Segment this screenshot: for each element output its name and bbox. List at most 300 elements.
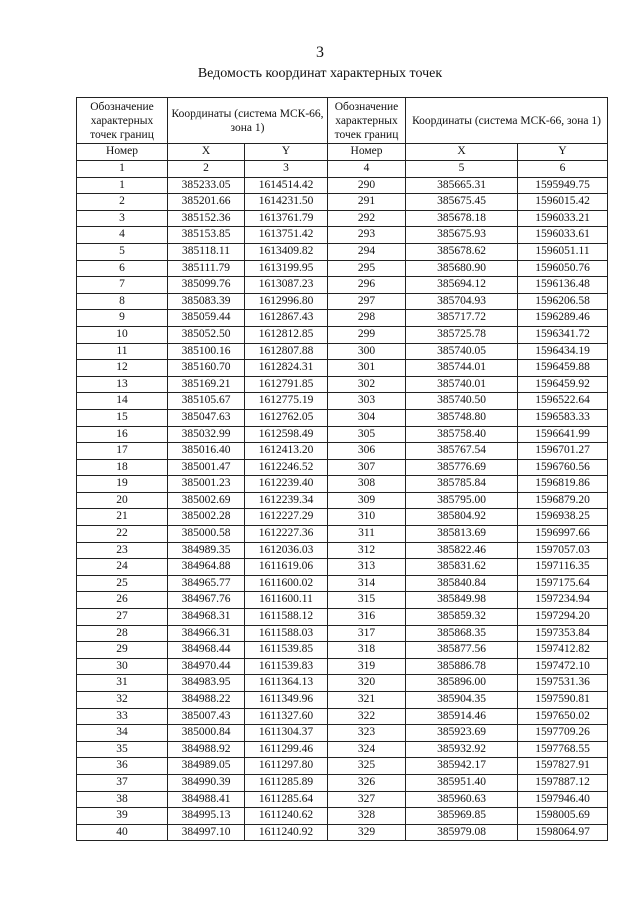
point-number-cell: 3 bbox=[77, 210, 168, 227]
header-x-left: X bbox=[168, 144, 245, 161]
x-coordinate-cell: 385849.98 bbox=[406, 592, 518, 609]
x-coordinate-cell: 385001.23 bbox=[168, 476, 245, 493]
y-coordinate-cell: 1596051.11 bbox=[518, 243, 608, 260]
y-coordinate-cell: 1611240.92 bbox=[245, 824, 328, 841]
x-coordinate-cell: 384968.44 bbox=[168, 642, 245, 659]
table-row bbox=[77, 824, 608, 841]
y-coordinate-cell: 1596938.25 bbox=[518, 509, 608, 526]
x-coordinate-cell: 384967.76 bbox=[168, 592, 245, 609]
point-number-cell: 316 bbox=[328, 609, 406, 626]
x-coordinate-cell: 385795.00 bbox=[406, 492, 518, 509]
x-coordinate-cell: 385675.93 bbox=[406, 227, 518, 244]
point-number-cell: 329 bbox=[328, 824, 406, 841]
x-coordinate-cell: 385002.69 bbox=[168, 492, 245, 509]
table-row bbox=[77, 725, 608, 742]
x-coordinate-cell: 385059.44 bbox=[168, 310, 245, 327]
x-coordinate-cell: 385767.54 bbox=[406, 443, 518, 460]
y-coordinate-cell: 1595949.75 bbox=[518, 177, 608, 194]
x-coordinate-cell: 385016.40 bbox=[168, 443, 245, 460]
point-number-cell: 293 bbox=[328, 227, 406, 244]
x-coordinate-cell: 385047.63 bbox=[168, 409, 245, 426]
y-coordinate-cell: 1611349.96 bbox=[245, 692, 328, 709]
table-row bbox=[77, 210, 608, 227]
header-number-right: Номер bbox=[328, 144, 406, 161]
y-coordinate-cell: 1612227.36 bbox=[245, 526, 328, 543]
x-coordinate-cell: 385680.90 bbox=[406, 260, 518, 277]
point-number-cell: 38 bbox=[77, 791, 168, 808]
point-number-cell: 308 bbox=[328, 476, 406, 493]
y-coordinate-cell: 1596997.66 bbox=[518, 526, 608, 543]
x-coordinate-cell: 385152.36 bbox=[168, 210, 245, 227]
y-coordinate-cell: 1612227.29 bbox=[245, 509, 328, 526]
x-coordinate-cell: 384995.13 bbox=[168, 808, 245, 825]
x-coordinate-cell: 385740.01 bbox=[406, 376, 518, 393]
table-row bbox=[77, 343, 608, 360]
x-coordinate-cell: 385100.16 bbox=[168, 343, 245, 360]
x-coordinate-cell: 385868.35 bbox=[406, 625, 518, 642]
y-coordinate-cell: 1611600.11 bbox=[245, 592, 328, 609]
x-coordinate-cell: 384970.44 bbox=[168, 658, 245, 675]
x-coordinate-cell: 384966.31 bbox=[168, 625, 245, 642]
point-number-cell: 327 bbox=[328, 791, 406, 808]
header-coords-left: Координаты (система МСК-66, зона 1) bbox=[168, 98, 328, 144]
y-coordinate-cell: 1613761.79 bbox=[245, 210, 328, 227]
point-number-cell: 36 bbox=[77, 758, 168, 775]
x-coordinate-cell: 385914.46 bbox=[406, 708, 518, 725]
point-number-cell: 29 bbox=[77, 642, 168, 659]
x-coordinate-cell: 385748.80 bbox=[406, 409, 518, 426]
point-number-cell: 17 bbox=[77, 443, 168, 460]
x-coordinate-cell: 385822.46 bbox=[406, 542, 518, 559]
column-index-cell: 2 bbox=[168, 160, 245, 177]
point-number-cell: 302 bbox=[328, 376, 406, 393]
table-row bbox=[77, 774, 608, 791]
point-number-cell: 321 bbox=[328, 692, 406, 709]
y-coordinate-cell: 1612239.34 bbox=[245, 492, 328, 509]
y-coordinate-cell: 1611240.62 bbox=[245, 808, 328, 825]
x-coordinate-cell: 385665.31 bbox=[406, 177, 518, 194]
x-coordinate-cell: 385804.92 bbox=[406, 509, 518, 526]
header-designation-right: Обозначение характерных точек границ bbox=[328, 98, 406, 144]
y-coordinate-cell: 1596641.99 bbox=[518, 426, 608, 443]
table-row bbox=[77, 293, 608, 310]
x-coordinate-cell: 385942.17 bbox=[406, 758, 518, 775]
y-coordinate-cell: 1612791.85 bbox=[245, 376, 328, 393]
header-coords-right: Координаты (система МСК-66, зона 1) bbox=[406, 98, 608, 144]
point-number-cell: 23 bbox=[77, 542, 168, 559]
x-coordinate-cell: 384965.77 bbox=[168, 575, 245, 592]
x-coordinate-cell: 384968.31 bbox=[168, 609, 245, 626]
x-coordinate-cell: 385740.05 bbox=[406, 343, 518, 360]
y-coordinate-cell: 1613751.42 bbox=[245, 227, 328, 244]
x-coordinate-cell: 385001.47 bbox=[168, 459, 245, 476]
table-row bbox=[77, 243, 608, 260]
x-coordinate-cell: 385007.43 bbox=[168, 708, 245, 725]
column-index-row bbox=[77, 160, 608, 177]
y-coordinate-cell: 1612762.05 bbox=[245, 409, 328, 426]
y-coordinate-cell: 1597590.81 bbox=[518, 692, 608, 709]
x-coordinate-cell: 385744.01 bbox=[406, 360, 518, 377]
point-number-cell: 32 bbox=[77, 692, 168, 709]
y-coordinate-cell: 1611600.02 bbox=[245, 575, 328, 592]
y-coordinate-cell: 1596879.20 bbox=[518, 492, 608, 509]
table-row bbox=[77, 277, 608, 294]
table-row bbox=[77, 426, 608, 443]
point-number-cell: 301 bbox=[328, 360, 406, 377]
y-coordinate-cell: 1611364.13 bbox=[245, 675, 328, 692]
x-coordinate-cell: 385000.58 bbox=[168, 526, 245, 543]
table-row bbox=[77, 625, 608, 642]
x-coordinate-cell: 384988.92 bbox=[168, 741, 245, 758]
header-designation-left: Обозначение характерных точек границ bbox=[77, 98, 168, 144]
x-coordinate-cell: 385932.92 bbox=[406, 741, 518, 758]
point-number-cell: 298 bbox=[328, 310, 406, 327]
point-number-cell: 33 bbox=[77, 708, 168, 725]
point-number-cell: 21 bbox=[77, 509, 168, 526]
table-row bbox=[77, 642, 608, 659]
y-coordinate-cell: 1611285.64 bbox=[245, 791, 328, 808]
x-coordinate-cell: 385000.84 bbox=[168, 725, 245, 742]
point-number-cell: 325 bbox=[328, 758, 406, 775]
coordinates-table bbox=[76, 97, 608, 841]
point-number-cell: 313 bbox=[328, 559, 406, 576]
x-coordinate-cell: 385099.76 bbox=[168, 277, 245, 294]
point-number-cell: 8 bbox=[77, 293, 168, 310]
y-coordinate-cell: 1597175.64 bbox=[518, 575, 608, 592]
point-number-cell: 30 bbox=[77, 658, 168, 675]
y-coordinate-cell: 1596459.92 bbox=[518, 376, 608, 393]
y-coordinate-cell: 1611304.37 bbox=[245, 725, 328, 742]
point-number-cell: 306 bbox=[328, 443, 406, 460]
y-coordinate-cell: 1596819.86 bbox=[518, 476, 608, 493]
y-coordinate-cell: 1598005.69 bbox=[518, 808, 608, 825]
x-coordinate-cell: 385886.78 bbox=[406, 658, 518, 675]
y-coordinate-cell: 1596033.21 bbox=[518, 210, 608, 227]
point-number-cell: 295 bbox=[328, 260, 406, 277]
table-row bbox=[77, 260, 608, 277]
y-coordinate-cell: 1611299.46 bbox=[245, 741, 328, 758]
x-coordinate-cell: 384983.95 bbox=[168, 675, 245, 692]
point-number-cell: 26 bbox=[77, 592, 168, 609]
x-coordinate-cell: 385960.63 bbox=[406, 791, 518, 808]
point-number-cell: 328 bbox=[328, 808, 406, 825]
column-index-cell: 6 bbox=[518, 160, 608, 177]
table-row bbox=[77, 326, 608, 343]
point-number-cell: 304 bbox=[328, 409, 406, 426]
x-coordinate-cell: 385160.70 bbox=[168, 360, 245, 377]
x-coordinate-cell: 384997.10 bbox=[168, 824, 245, 841]
x-coordinate-cell: 385725.78 bbox=[406, 326, 518, 343]
point-number-cell: 34 bbox=[77, 725, 168, 742]
table-row bbox=[77, 526, 608, 543]
page-number: 3 bbox=[316, 44, 324, 61]
point-number-cell: 303 bbox=[328, 393, 406, 410]
x-coordinate-cell: 385776.69 bbox=[406, 459, 518, 476]
point-number-cell: 15 bbox=[77, 409, 168, 426]
x-coordinate-cell: 385979.08 bbox=[406, 824, 518, 841]
y-coordinate-cell: 1614514.42 bbox=[245, 177, 328, 194]
y-coordinate-cell: 1596701.27 bbox=[518, 443, 608, 460]
point-number-cell: 10 bbox=[77, 326, 168, 343]
y-coordinate-cell: 1597294.20 bbox=[518, 609, 608, 626]
table-row bbox=[77, 658, 608, 675]
point-number-cell: 6 bbox=[77, 260, 168, 277]
y-coordinate-cell: 1597353.84 bbox=[518, 625, 608, 642]
x-coordinate-cell: 385740.50 bbox=[406, 393, 518, 410]
y-coordinate-cell: 1614231.50 bbox=[245, 194, 328, 211]
y-coordinate-cell: 1596459.88 bbox=[518, 360, 608, 377]
point-number-cell: 40 bbox=[77, 824, 168, 841]
point-number-cell: 25 bbox=[77, 575, 168, 592]
table-row bbox=[77, 675, 608, 692]
x-coordinate-cell: 385969.85 bbox=[406, 808, 518, 825]
point-number-cell: 297 bbox=[328, 293, 406, 310]
point-number-cell: 292 bbox=[328, 210, 406, 227]
point-number-cell: 4 bbox=[77, 227, 168, 244]
x-coordinate-cell: 384989.05 bbox=[168, 758, 245, 775]
table-row bbox=[77, 492, 608, 509]
y-coordinate-cell: 1613199.95 bbox=[245, 260, 328, 277]
x-coordinate-cell: 385678.18 bbox=[406, 210, 518, 227]
y-coordinate-cell: 1597057.03 bbox=[518, 542, 608, 559]
y-coordinate-cell: 1597116.35 bbox=[518, 559, 608, 576]
x-coordinate-cell: 385717.72 bbox=[406, 310, 518, 327]
table-row bbox=[77, 791, 608, 808]
point-number-cell: 16 bbox=[77, 426, 168, 443]
table-row bbox=[77, 741, 608, 758]
y-coordinate-cell: 1612996.80 bbox=[245, 293, 328, 310]
x-coordinate-cell: 385758.40 bbox=[406, 426, 518, 443]
y-coordinate-cell: 1596136.48 bbox=[518, 277, 608, 294]
y-coordinate-cell: 1612598.49 bbox=[245, 426, 328, 443]
point-number-cell: 290 bbox=[328, 177, 406, 194]
table-row bbox=[77, 443, 608, 460]
point-number-cell: 294 bbox=[328, 243, 406, 260]
y-coordinate-cell: 1611285.89 bbox=[245, 774, 328, 791]
y-coordinate-cell: 1597768.55 bbox=[518, 741, 608, 758]
x-coordinate-cell: 384964.88 bbox=[168, 559, 245, 576]
point-number-cell: 37 bbox=[77, 774, 168, 791]
point-number-cell: 2 bbox=[77, 194, 168, 211]
y-coordinate-cell: 1612239.40 bbox=[245, 476, 328, 493]
y-coordinate-cell: 1597412.82 bbox=[518, 642, 608, 659]
table-row bbox=[77, 393, 608, 410]
y-coordinate-cell: 1612812.85 bbox=[245, 326, 328, 343]
point-number-cell: 14 bbox=[77, 393, 168, 410]
y-coordinate-cell: 1612824.31 bbox=[245, 360, 328, 377]
x-coordinate-cell: 385675.45 bbox=[406, 194, 518, 211]
table-row bbox=[77, 592, 608, 609]
x-coordinate-cell: 385923.69 bbox=[406, 725, 518, 742]
table-row bbox=[77, 692, 608, 709]
table-row bbox=[77, 476, 608, 493]
point-number-cell: 28 bbox=[77, 625, 168, 642]
x-coordinate-cell: 385877.56 bbox=[406, 642, 518, 659]
point-number-cell: 324 bbox=[328, 741, 406, 758]
document-title: Ведомость координат характерных точек bbox=[197, 66, 443, 81]
point-number-cell: 322 bbox=[328, 708, 406, 725]
y-coordinate-cell: 1597946.40 bbox=[518, 791, 608, 808]
table-row bbox=[77, 559, 608, 576]
point-number-cell: 300 bbox=[328, 343, 406, 360]
point-number-cell: 1 bbox=[77, 177, 168, 194]
table-row bbox=[77, 360, 608, 377]
point-number-cell: 24 bbox=[77, 559, 168, 576]
point-number-cell: 19 bbox=[77, 476, 168, 493]
x-coordinate-cell: 385111.79 bbox=[168, 260, 245, 277]
x-coordinate-cell: 385169.21 bbox=[168, 376, 245, 393]
x-coordinate-cell: 385896.00 bbox=[406, 675, 518, 692]
y-coordinate-cell: 1598064.97 bbox=[518, 824, 608, 841]
point-number-cell: 11 bbox=[77, 343, 168, 360]
point-number-cell: 31 bbox=[77, 675, 168, 692]
x-coordinate-cell: 385951.40 bbox=[406, 774, 518, 791]
x-coordinate-cell: 385153.85 bbox=[168, 227, 245, 244]
y-coordinate-cell: 1612867.43 bbox=[245, 310, 328, 327]
y-coordinate-cell: 1613409.82 bbox=[245, 243, 328, 260]
point-number-cell: 27 bbox=[77, 609, 168, 626]
x-coordinate-cell: 385904.35 bbox=[406, 692, 518, 709]
y-coordinate-cell: 1597531.36 bbox=[518, 675, 608, 692]
y-coordinate-cell: 1611539.83 bbox=[245, 658, 328, 675]
y-coordinate-cell: 1611588.03 bbox=[245, 625, 328, 642]
table-row bbox=[77, 708, 608, 725]
table-row bbox=[77, 758, 608, 775]
table-row bbox=[77, 227, 608, 244]
x-coordinate-cell: 384988.22 bbox=[168, 692, 245, 709]
y-coordinate-cell: 1596434.19 bbox=[518, 343, 608, 360]
point-number-cell: 296 bbox=[328, 277, 406, 294]
y-coordinate-cell: 1611297.80 bbox=[245, 758, 328, 775]
point-number-cell: 307 bbox=[328, 459, 406, 476]
y-coordinate-cell: 1611588.12 bbox=[245, 609, 328, 626]
point-number-cell: 291 bbox=[328, 194, 406, 211]
column-index-cell: 1 bbox=[77, 160, 168, 177]
point-number-cell: 305 bbox=[328, 426, 406, 443]
y-coordinate-cell: 1597472.10 bbox=[518, 658, 608, 675]
x-coordinate-cell: 385785.84 bbox=[406, 476, 518, 493]
header-y-right: Y bbox=[518, 144, 608, 161]
y-coordinate-cell: 1596341.72 bbox=[518, 326, 608, 343]
header-y-left: Y bbox=[245, 144, 328, 161]
table-row bbox=[77, 194, 608, 211]
table-row bbox=[77, 808, 608, 825]
y-coordinate-cell: 1597650.02 bbox=[518, 708, 608, 725]
x-coordinate-cell: 385002.28 bbox=[168, 509, 245, 526]
table-row bbox=[77, 575, 608, 592]
point-number-cell: 326 bbox=[328, 774, 406, 791]
table-row bbox=[77, 409, 608, 426]
point-number-cell: 319 bbox=[328, 658, 406, 675]
point-number-cell: 299 bbox=[328, 326, 406, 343]
x-coordinate-cell: 385831.62 bbox=[406, 559, 518, 576]
y-coordinate-cell: 1596289.46 bbox=[518, 310, 608, 327]
point-number-cell: 39 bbox=[77, 808, 168, 825]
y-coordinate-cell: 1596522.64 bbox=[518, 393, 608, 410]
y-coordinate-cell: 1597709.26 bbox=[518, 725, 608, 742]
table-row bbox=[77, 177, 608, 194]
point-number-cell: 311 bbox=[328, 526, 406, 543]
point-number-cell: 315 bbox=[328, 592, 406, 609]
x-coordinate-cell: 384990.39 bbox=[168, 774, 245, 791]
table-row bbox=[77, 509, 608, 526]
y-coordinate-cell: 1612413.20 bbox=[245, 443, 328, 460]
point-number-cell: 35 bbox=[77, 741, 168, 758]
x-coordinate-cell: 385859.32 bbox=[406, 609, 518, 626]
point-number-cell: 309 bbox=[328, 492, 406, 509]
point-number-cell: 20 bbox=[77, 492, 168, 509]
point-number-cell: 5 bbox=[77, 243, 168, 260]
table-body bbox=[77, 160, 608, 841]
x-coordinate-cell: 385233.05 bbox=[168, 177, 245, 194]
point-number-cell: 312 bbox=[328, 542, 406, 559]
table-row bbox=[77, 542, 608, 559]
column-index-cell: 4 bbox=[328, 160, 406, 177]
table-row bbox=[77, 459, 608, 476]
table-row bbox=[77, 376, 608, 393]
y-coordinate-cell: 1597234.94 bbox=[518, 592, 608, 609]
point-number-cell: 22 bbox=[77, 526, 168, 543]
y-coordinate-cell: 1597887.12 bbox=[518, 774, 608, 791]
x-coordinate-cell: 385083.39 bbox=[168, 293, 245, 310]
point-number-cell: 314 bbox=[328, 575, 406, 592]
point-number-cell: 7 bbox=[77, 277, 168, 294]
x-coordinate-cell: 384988.41 bbox=[168, 791, 245, 808]
x-coordinate-cell: 385118.11 bbox=[168, 243, 245, 260]
y-coordinate-cell: 1596583.33 bbox=[518, 409, 608, 426]
y-coordinate-cell: 1596760.56 bbox=[518, 459, 608, 476]
point-number-cell: 318 bbox=[328, 642, 406, 659]
point-number-cell: 12 bbox=[77, 360, 168, 377]
x-coordinate-cell: 385032.99 bbox=[168, 426, 245, 443]
point-number-cell: 9 bbox=[77, 310, 168, 327]
y-coordinate-cell: 1596050.76 bbox=[518, 260, 608, 277]
y-coordinate-cell: 1612775.19 bbox=[245, 393, 328, 410]
x-coordinate-cell: 385052.50 bbox=[168, 326, 245, 343]
point-number-cell: 18 bbox=[77, 459, 168, 476]
header-x-right: X bbox=[406, 144, 518, 161]
x-coordinate-cell: 385704.93 bbox=[406, 293, 518, 310]
point-number-cell: 310 bbox=[328, 509, 406, 526]
point-number-cell: 323 bbox=[328, 725, 406, 742]
column-index-cell: 3 bbox=[245, 160, 328, 177]
x-coordinate-cell: 385813.69 bbox=[406, 526, 518, 543]
y-coordinate-cell: 1596033.61 bbox=[518, 227, 608, 244]
x-coordinate-cell: 385105.67 bbox=[168, 393, 245, 410]
table-row bbox=[77, 310, 608, 327]
y-coordinate-cell: 1613087.23 bbox=[245, 277, 328, 294]
y-coordinate-cell: 1611619.06 bbox=[245, 559, 328, 576]
x-coordinate-cell: 385840.84 bbox=[406, 575, 518, 592]
y-coordinate-cell: 1597827.91 bbox=[518, 758, 608, 775]
point-number-cell: 317 bbox=[328, 625, 406, 642]
y-coordinate-cell: 1611539.85 bbox=[245, 642, 328, 659]
y-coordinate-cell: 1612807.88 bbox=[245, 343, 328, 360]
x-coordinate-cell: 385678.62 bbox=[406, 243, 518, 260]
y-coordinate-cell: 1612246.52 bbox=[245, 459, 328, 476]
y-coordinate-cell: 1596206.58 bbox=[518, 293, 608, 310]
x-coordinate-cell: 384989.35 bbox=[168, 542, 245, 559]
y-coordinate-cell: 1596015.42 bbox=[518, 194, 608, 211]
header-number-left: Номер bbox=[77, 144, 168, 161]
y-coordinate-cell: 1612036.03 bbox=[245, 542, 328, 559]
point-number-cell: 320 bbox=[328, 675, 406, 692]
column-index-cell: 5 bbox=[406, 160, 518, 177]
x-coordinate-cell: 385201.66 bbox=[168, 194, 245, 211]
x-coordinate-cell: 385694.12 bbox=[406, 277, 518, 294]
table-row bbox=[77, 609, 608, 626]
point-number-cell: 13 bbox=[77, 376, 168, 393]
